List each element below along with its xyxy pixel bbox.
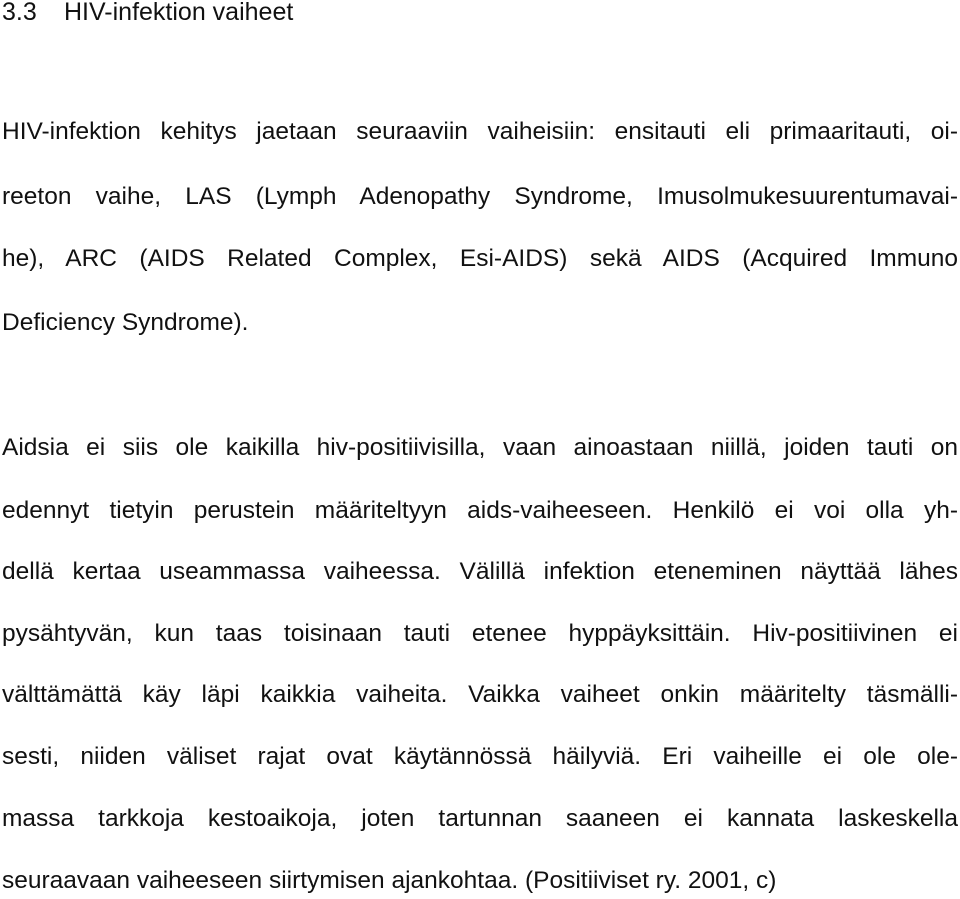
paragraph-line: reeton vaihe, LAS (Lymph Adenopathy Syndrome, Imusolmukesuurentumavai-	[2, 183, 958, 210]
paragraph-line: Deficiency Syndrome).	[2, 309, 249, 336]
paragraph-line: he), ARC (AIDS Related Complex, Esi-AIDS) sekä AIDS (Acquired Immuno	[2, 245, 958, 272]
paragraph-line: edennyt tietyin perustein määriteltyyn aids-vaiheeseen. Henkilö ei voi olla yh-	[2, 497, 958, 524]
paragraph-line: Aidsia ei siis ole kaikilla hiv-positiivisilla, vaan ainoastaan niillä, joiden tauti on	[2, 434, 958, 461]
paragraph-line: pysähtyvän, kun taas toisinaan tauti etenee hyppäyksittäin. Hiv-positiivinen ei	[2, 620, 958, 647]
section-number: 3.3	[2, 0, 37, 26]
paragraph-line: sesti, niiden väliset rajat ovat käytännössä häilyviä. Eri vaiheille ei ole ole-	[2, 743, 958, 770]
paragraph-line: dellä kertaa useammassa vaiheessa. Välillä infektion eteneminen näyttää lähes	[2, 558, 958, 585]
paragraph-line: välttämättä käy läpi kaikkia vaiheita. Vaikka vaiheet onkin määritelty täsmälli-	[2, 681, 958, 708]
paragraph-line: massa tarkkoja kestoaikoja, joten tartunnan saaneen ei kannata laskeskella	[2, 805, 958, 832]
section-title: HIV-infektion vaiheet	[64, 0, 294, 26]
paragraph-line: seuraavaan vaiheeseen siirtymisen ajankohtaa. (Positiiviset ry. 2001, c)	[2, 867, 777, 894]
section-heading	[2, 0, 293, 28]
paragraph-line: HIV-infektion kehitys jaetaan seuraaviin vaiheisiin: ensitauti eli primaaritauti, oi-	[2, 118, 958, 145]
